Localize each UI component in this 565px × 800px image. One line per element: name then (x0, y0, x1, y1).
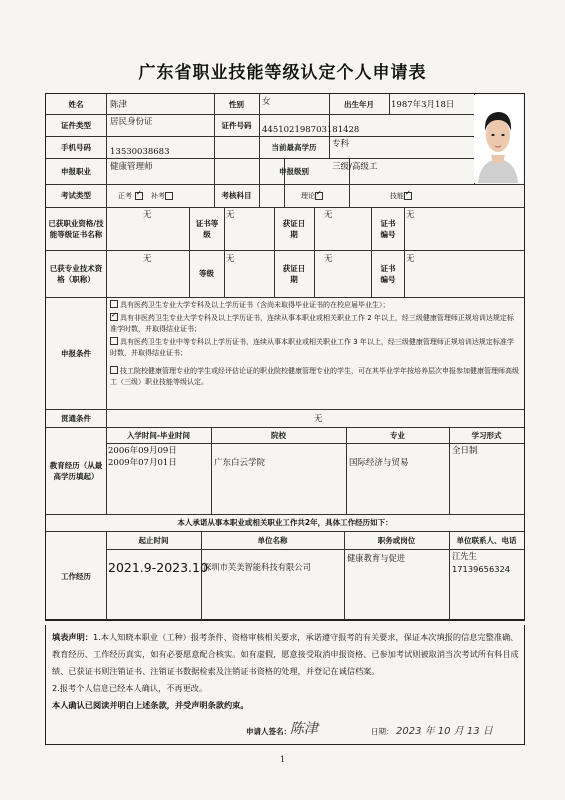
declaration-text (52, 629, 520, 680)
phone-label: 手机号码 (61, 142, 91, 152)
edu-form: 全日制 (452, 446, 478, 456)
id-no-label: 证件号码 (221, 120, 252, 130)
signature-date: 2023 年 10 月 13 日 (396, 726, 493, 737)
cert-name-label: 已获职业资格/技能等级证书名称 (48, 218, 104, 239)
id-type-value: 居民身份证 (110, 117, 153, 127)
title-cert-label: 已获专业技术资格（职称） (49, 263, 103, 284)
work-position: 健康教育与促进 (347, 553, 406, 563)
work-header-company: 单位名称 (257, 535, 288, 545)
occupation-value: 健康管理师 (110, 162, 153, 172)
cert-level-value: 无 (226, 210, 235, 220)
conditions-label: 申报条件 (61, 348, 91, 358)
obtain-date-value: 无 (324, 210, 333, 220)
birth-label: 出生年月 (344, 99, 374, 109)
cert-no-label: 证书编号 (380, 218, 396, 239)
title-level-value: 无 (226, 254, 235, 264)
title-no-label: 证书编号 (380, 263, 396, 284)
gender-label: 性别 (229, 99, 244, 109)
page-number: 1 (279, 755, 286, 764)
condition-3-checkbox[interactable] (110, 337, 118, 345)
skill-label: 技能 (390, 191, 404, 200)
edu-history-label: 教育经历（从最高学历填起） (49, 460, 103, 481)
condition-2: ✓具有非医药卫生专业大学专科及以上学历证书，连续从事本职业或相关职业工作 2 年以上，经三级健康管理师正规培训达规定标准学时数，并取得结业证书； (110, 313, 520, 335)
name-value: 陈津 (110, 100, 128, 110)
exam-makeup-label: 补考 (151, 191, 165, 200)
application-form (45, 93, 525, 620)
name-label: 姓名 (68, 99, 84, 109)
form-title: 广东省职业技能等级认定个人申请表 (138, 63, 427, 83)
edu-header-period: 入学时间-毕业时间 (126, 430, 191, 440)
continuous-value: 无 (314, 414, 323, 424)
declaration-item-2: 2.报考个人信息已经本人确认，不再更改。 (52, 683, 208, 693)
edu-header-major: 专业 (390, 430, 405, 440)
exam-type-options (118, 184, 175, 207)
date-label: 日期： (371, 727, 394, 736)
title-date-value: 无 (324, 254, 333, 264)
edu-start-date: 2006年09月09日 (108, 446, 177, 456)
condition-4-checkbox[interactable] (110, 366, 118, 374)
applicant-photo (474, 95, 522, 183)
condition-3: 具有医药卫生专业中等专科以上学历证书，连续从事本职业或相关职业工作 3 年以上，经三级健康管理师正规培训达规定标准学时数，并取得结业证书； (110, 338, 514, 357)
title-cert-value: 无 (143, 254, 152, 264)
obtain-date-label: 获证日期 (282, 218, 306, 239)
cert-level-label: 证书等级 (195, 218, 219, 239)
applicant-signature: 陈津 (290, 721, 318, 737)
level-value: 三级/高级工 (332, 162, 378, 172)
title-level-label: 等级 (199, 269, 214, 278)
work-header-position: 职务或岗位 (377, 535, 416, 545)
education-label: 当前最高学历 (271, 142, 317, 152)
exam-type-label: 考试类型 (61, 191, 91, 200)
work-header-period: 起止时间 (138, 535, 169, 545)
title-no-value: 无 (406, 254, 415, 264)
level-label: 申报级别 (279, 166, 309, 176)
title-date-label: 获证日期 (282, 263, 306, 284)
id-no-value: 445102198703181428 (262, 125, 360, 135)
gender-value: 女 (262, 97, 271, 107)
declaration-section (45, 625, 525, 745)
education-value: 专科 (332, 139, 350, 149)
theory-label: 理论 (301, 191, 315, 200)
work-commitment: 本人承诺从事本职业或相关职业工作共2年，具体工作经历如下： (177, 518, 393, 527)
work-header-contact: 单位联系人、电话 (456, 535, 517, 545)
work-contact-phone: 17139656324 (452, 564, 511, 574)
declaration-confirm: 本人确认已阅读并明白上述条款，并受声明条款约束。 (52, 700, 249, 710)
id-type-label: 证件类型 (61, 120, 91, 130)
birth-value: 1987年3月18日 (391, 100, 455, 110)
cert-name-value: 无 (143, 210, 152, 220)
subject-label: 考核科目 (221, 191, 252, 200)
edu-major: 国际经济与贸易 (349, 458, 409, 468)
work-contact-name: 江先生 (452, 551, 477, 561)
edu-header-school: 院校 (271, 430, 286, 440)
cert-no-value: 无 (406, 210, 415, 220)
work-period: 2021.9-2023.10 (108, 559, 208, 575)
exam-makeup-checkbox[interactable] (165, 192, 173, 200)
work-company: 深圳市芙美智能科技有限公司 (203, 562, 311, 572)
declaration-item-1: 1.本人知晓本职业（工种）报考条件、资格审核相关要求，承诺遵守报考的有关要求，保证本次填报的信息完整准确、教育经历、工作经历真实，如有必要愿意配合核实。如有虚假，愿意接受取消申报资格、已参加考试则被取消当次考试所有科目成绩、已获证书则注销证书、注销证书数据检索及注销证书资格的处理，并登记在诚信档案。 (52, 632, 519, 676)
condition-2-checkbox[interactable] (110, 313, 118, 321)
occupation-label: 申报职业 (61, 166, 91, 176)
edu-school: 广东白云学院 (214, 458, 266, 468)
work-history-label: 工作经历 (61, 571, 91, 581)
theory-checkbox[interactable] (315, 192, 323, 200)
skill-checkbox[interactable] (404, 192, 412, 200)
exam-regular-checkbox[interactable] (135, 192, 143, 200)
edu-end-date: 2009年07月01日 (108, 458, 177, 468)
exam-regular-label: 正考 (118, 191, 132, 200)
continuous-label: 贯通条件 (61, 413, 91, 423)
condition-1: 具有医药卫生专业大学专科及以上学历证书（含尚未取得毕业证书的在校应届毕业生）； (110, 300, 520, 311)
edu-header-form: 学习形式 (471, 430, 502, 440)
condition-1-checkbox[interactable] (110, 300, 118, 308)
condition-4: 技工院校健康管理专业的学生或经评估论证的职业院校健康管理专业的学生，可在其毕业学年按培养层次申报参加健康管理师高级工（三级）职业技能等级认定。 (110, 367, 519, 386)
signature-label: 申请人签名： (246, 727, 291, 736)
subject-skill (390, 184, 414, 207)
subject-theory (301, 184, 325, 207)
phone-value: 13530038683 (110, 147, 170, 157)
declaration-heading: 填表声明： (52, 632, 93, 642)
